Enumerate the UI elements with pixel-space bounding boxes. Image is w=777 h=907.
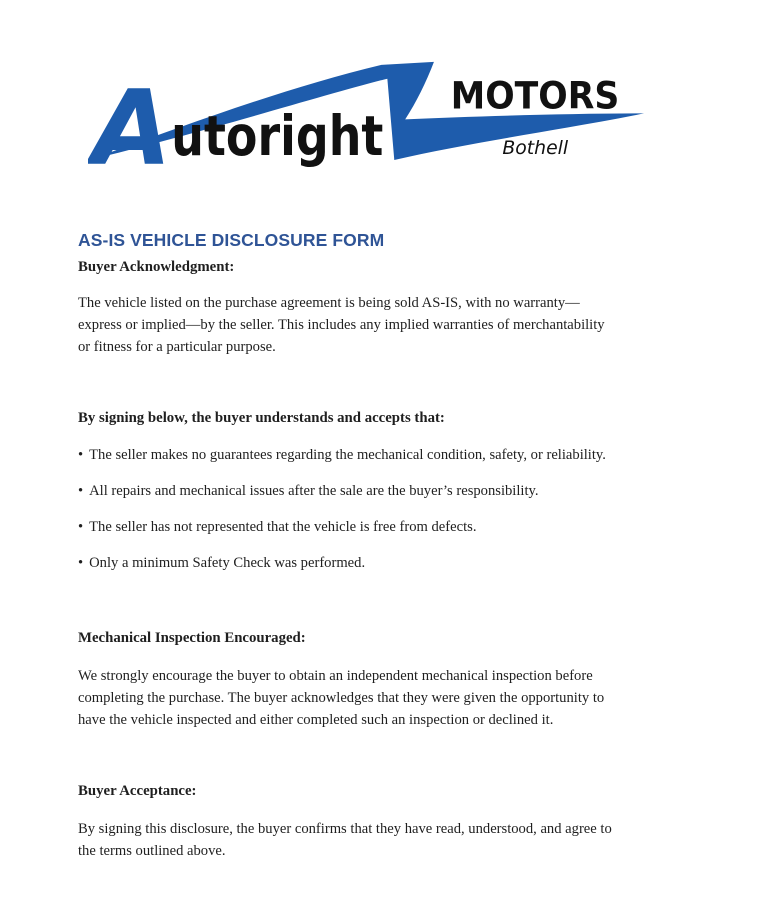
logo-brand-name: utoright bbox=[171, 104, 384, 169]
disclosure-form-page bbox=[0, 35, 777, 907]
form-title: AS-IS VEHICLE DISCLOSURE FORM bbox=[78, 230, 385, 250]
logo-motors-text: MOTORS bbox=[450, 73, 620, 118]
logo-location-text: Bothell bbox=[502, 138, 569, 160]
list-item bbox=[78, 483, 710, 500]
paragraph-line: completing the purchase. The buyer acknowledges that they were given the opportunity to bbox=[78, 690, 605, 706]
dealership-logo bbox=[88, 35, 653, 169]
list-item-text: The seller has not represented that the vehicle is free from defects. bbox=[89, 519, 477, 535]
buyer-acknowledgment-paragraph bbox=[78, 292, 710, 358]
buyer-acceptance-paragraph bbox=[78, 818, 710, 862]
logo-letter-a: A bbox=[91, 68, 172, 169]
mechanical-inspection-heading: Mechanical Inspection Encouraged: bbox=[78, 630, 306, 646]
bullet-icon: • bbox=[78, 483, 84, 499]
buyer-acceptance-heading: Buyer Acceptance: bbox=[78, 783, 197, 799]
paragraph-line: We strongly encourage the buyer to obtain an independent mechanical inspection before bbox=[78, 668, 593, 684]
mechanical-inspection-paragraph bbox=[78, 665, 710, 731]
paragraph-line: or fitness for a particular purpose. bbox=[78, 339, 276, 355]
list-item-text: Only a minimum Safety Check was performed. bbox=[89, 555, 366, 571]
buyer-acknowledgment-heading: Buyer Acknowledgment: bbox=[78, 259, 235, 275]
terms-bullet-list bbox=[78, 447, 710, 572]
paragraph-line: By signing this disclosure, the buyer confirms that they have read, understood, and agree to bbox=[78, 821, 612, 837]
list-item bbox=[78, 519, 710, 536]
list-item-text: All repairs and mechanical issues after the sale are the buyer’s responsibility. bbox=[89, 483, 539, 499]
paragraph-line: the terms outlined above. bbox=[78, 843, 226, 859]
list-item-text: The seller makes no guarantees regarding the mechanical condition, safety, or reliability. bbox=[89, 447, 606, 463]
bullet-icon: • bbox=[78, 447, 84, 463]
paragraph-line: express or implied—by the seller. This includes any implied warranties of merchantability bbox=[78, 317, 605, 333]
autoright-motors-logo-graphic bbox=[88, 35, 653, 169]
list-item bbox=[78, 447, 710, 464]
signing-terms-heading: By signing below, the buyer understands and accepts that: bbox=[78, 410, 445, 426]
paragraph-line: The vehicle listed on the purchase agreement is being sold AS-IS, with no warranty— bbox=[78, 295, 580, 311]
paragraph-line: have the vehicle inspected and either completed such an inspection or declined it. bbox=[78, 712, 554, 728]
bullet-icon: • bbox=[78, 555, 84, 571]
bullet-icon: • bbox=[78, 519, 84, 535]
list-item bbox=[78, 555, 710, 572]
